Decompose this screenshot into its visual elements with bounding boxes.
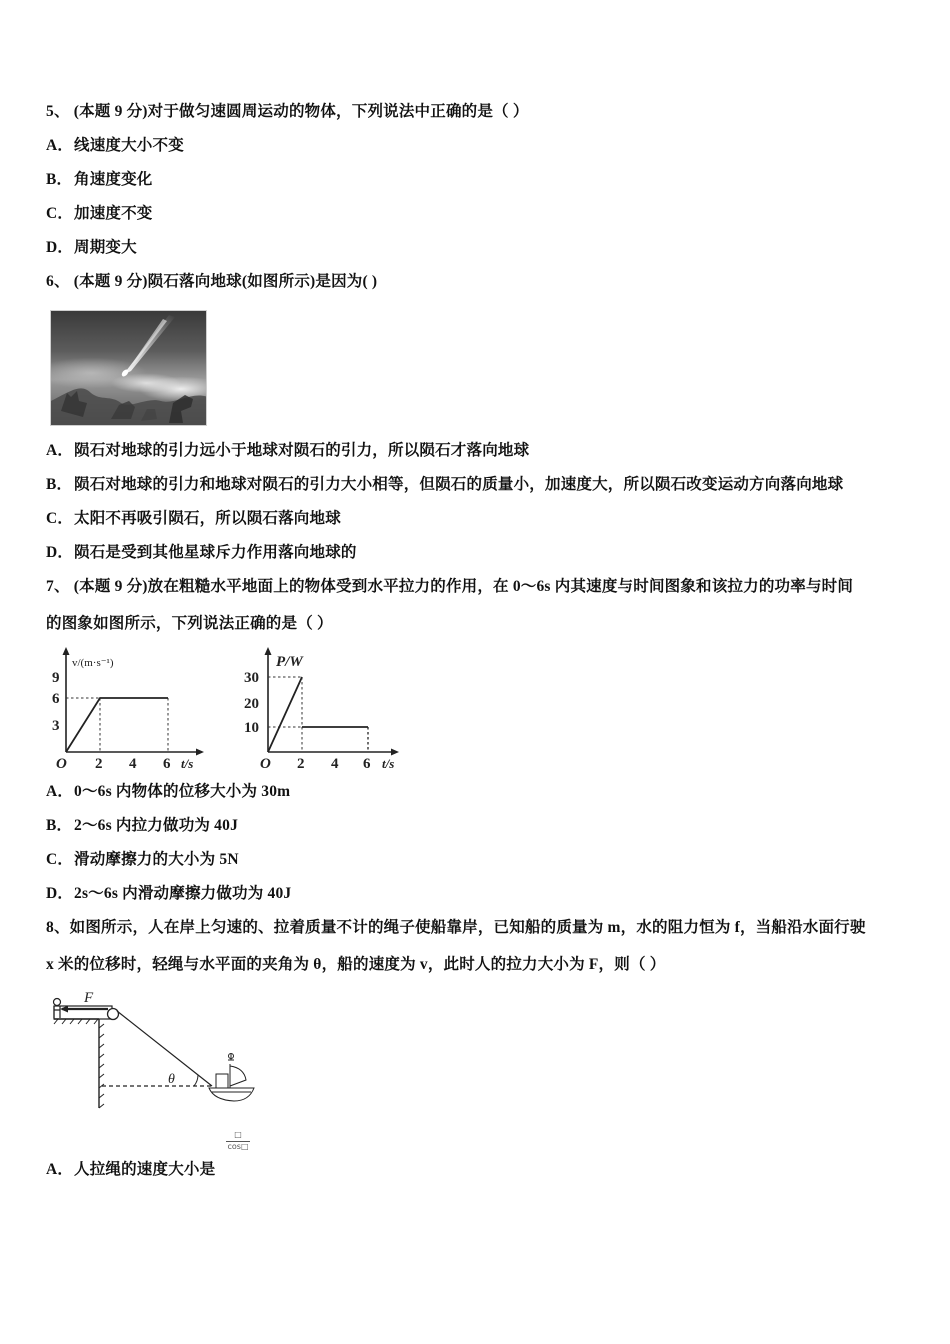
svg-text:4: 4 xyxy=(331,756,339,772)
question-8-stem-line-2 xyxy=(46,955,665,975)
question-7-option-a xyxy=(46,782,290,802)
question-number: 7、 xyxy=(46,578,70,595)
option-text: 2～6s 内拉力做功为 40J xyxy=(74,817,239,834)
question-5-option-a xyxy=(46,136,184,156)
option-text: 2s～6s 内滑动摩擦力做功为 40J xyxy=(74,885,292,902)
question-7-stem-line-1 xyxy=(46,577,853,597)
question-5-option-b xyxy=(46,170,153,190)
svg-text:t/s: t/s xyxy=(382,756,395,771)
question-5-option-c xyxy=(46,204,153,224)
question-text: 如图所示，人在岸上匀速的、拉着质量不计的绳子使船靠岸，已知船的质量为 m，水的阻力恒为 f，当船沿水面行驶 xyxy=(69,919,866,936)
option-label: B． xyxy=(46,171,73,188)
svg-text:2: 2 xyxy=(95,756,103,772)
fraction-numerator: □ xyxy=(226,1130,250,1142)
svg-text:10: 10 xyxy=(244,720,259,736)
question-text: (本题 9 分)对于做匀速圆周运动的物体，下列说法中正确的是（ ） xyxy=(73,103,529,120)
meteor-icon xyxy=(51,311,207,426)
option-text: 滑动摩擦力的大小为 5N xyxy=(74,851,239,868)
svg-text:3: 3 xyxy=(52,718,60,734)
force-label: F xyxy=(84,990,94,1006)
option-text: 陨石对地球的引力和地球对陨石的引力大小相等，但陨石的质量小，加速度大，所以陨石改变运动方向落向地球 xyxy=(74,476,844,493)
option-text: 陨石对地球的引力远小于地球对陨石的引力，所以陨石才落向地球 xyxy=(74,442,530,459)
question-5-stem xyxy=(46,102,529,122)
velocity-time-graph xyxy=(44,644,224,777)
option-label: A． xyxy=(46,783,74,800)
svg-text:6: 6 xyxy=(52,691,60,707)
option-label: A． xyxy=(46,1161,74,1178)
option-text: 周期变大 xyxy=(74,239,137,256)
svg-text:2: 2 xyxy=(297,756,305,772)
fraction-formula xyxy=(226,1130,250,1152)
question-7-option-b xyxy=(46,816,238,836)
option-text: 太阳不再吸引陨石，所以陨石落向地球 xyxy=(74,510,341,527)
question-5-option-d xyxy=(46,238,137,258)
question-6-option-c xyxy=(46,509,341,529)
option-label: D． xyxy=(46,239,74,256)
boat-icon xyxy=(209,1054,254,1102)
question-6-stem xyxy=(46,272,377,292)
option-label: B． xyxy=(46,817,73,834)
question-8-stem-line-1 xyxy=(46,918,866,938)
question-number: 5、 xyxy=(46,103,70,120)
svg-text:t/s: t/s xyxy=(181,756,194,771)
question-6-option-a xyxy=(46,441,529,461)
option-label: A． xyxy=(46,442,74,459)
svg-text:O: O xyxy=(260,756,271,772)
meteor-illustration xyxy=(50,310,207,426)
question-number: 8、 xyxy=(46,919,70,936)
option-text: 角速度变化 xyxy=(74,171,153,188)
question-number: 6、 xyxy=(46,273,70,290)
question-text: 的图象如图所示，下列说法正确的是（ ） xyxy=(46,615,333,632)
question-8-option-a xyxy=(46,1160,215,1180)
question-6-option-d xyxy=(46,543,357,563)
option-text: 线速度大小不变 xyxy=(74,137,184,154)
question-text: (本题 9 分)放在粗糙水平地面上的物体受到水平拉力的作用，在 0～6s 内其速度与时间图象和该拉力的功率与时间 xyxy=(73,578,854,595)
svg-text:v/(m·s⁻¹): v/(m·s⁻¹) xyxy=(72,657,114,669)
boat-rope-diagram xyxy=(44,988,269,1118)
svg-text:6: 6 xyxy=(163,756,171,772)
option-label: D． xyxy=(46,544,74,561)
svg-text:30: 30 xyxy=(244,670,259,686)
option-label: C． xyxy=(46,851,74,868)
option-label: C． xyxy=(46,510,74,527)
option-label: D． xyxy=(46,885,74,902)
svg-text:P/W: P/W xyxy=(276,654,303,670)
option-label: C． xyxy=(46,205,74,222)
power-time-graph xyxy=(236,644,411,777)
option-label: B． xyxy=(46,476,73,493)
svg-text:20: 20 xyxy=(244,696,259,712)
option-text: 加速度不变 xyxy=(74,205,153,222)
question-7-option-c xyxy=(46,850,239,870)
option-label: A． xyxy=(46,137,74,154)
question-7-option-d xyxy=(46,884,291,904)
question-text: x 米的位移时，轻绳与水平面的夹角为 θ，船的速度为 v，此时人的拉力大小为 F，则（ ） xyxy=(46,956,666,973)
pulley-icon xyxy=(108,1009,119,1020)
svg-text:4: 4 xyxy=(129,756,137,772)
option-text: 0～6s 内物体的位移大小为 30m xyxy=(74,783,291,800)
svg-text:6: 6 xyxy=(363,756,371,772)
option-text: 人拉绳的速度大小是 xyxy=(74,1161,216,1178)
question-6-option-b xyxy=(46,475,843,495)
fraction-denominator: cos□ xyxy=(227,1142,249,1151)
svg-text:O: O xyxy=(56,756,67,772)
angle-label: θ xyxy=(168,1072,175,1087)
svg-text:9: 9 xyxy=(52,670,60,686)
question-text: (本题 9 分)陨石落向地球(如图所示)是因为( ) xyxy=(73,273,378,290)
question-7-stem-line-2 xyxy=(46,614,333,634)
option-text: 陨石是受到其他星球斥力作用落向地球的 xyxy=(74,544,357,561)
